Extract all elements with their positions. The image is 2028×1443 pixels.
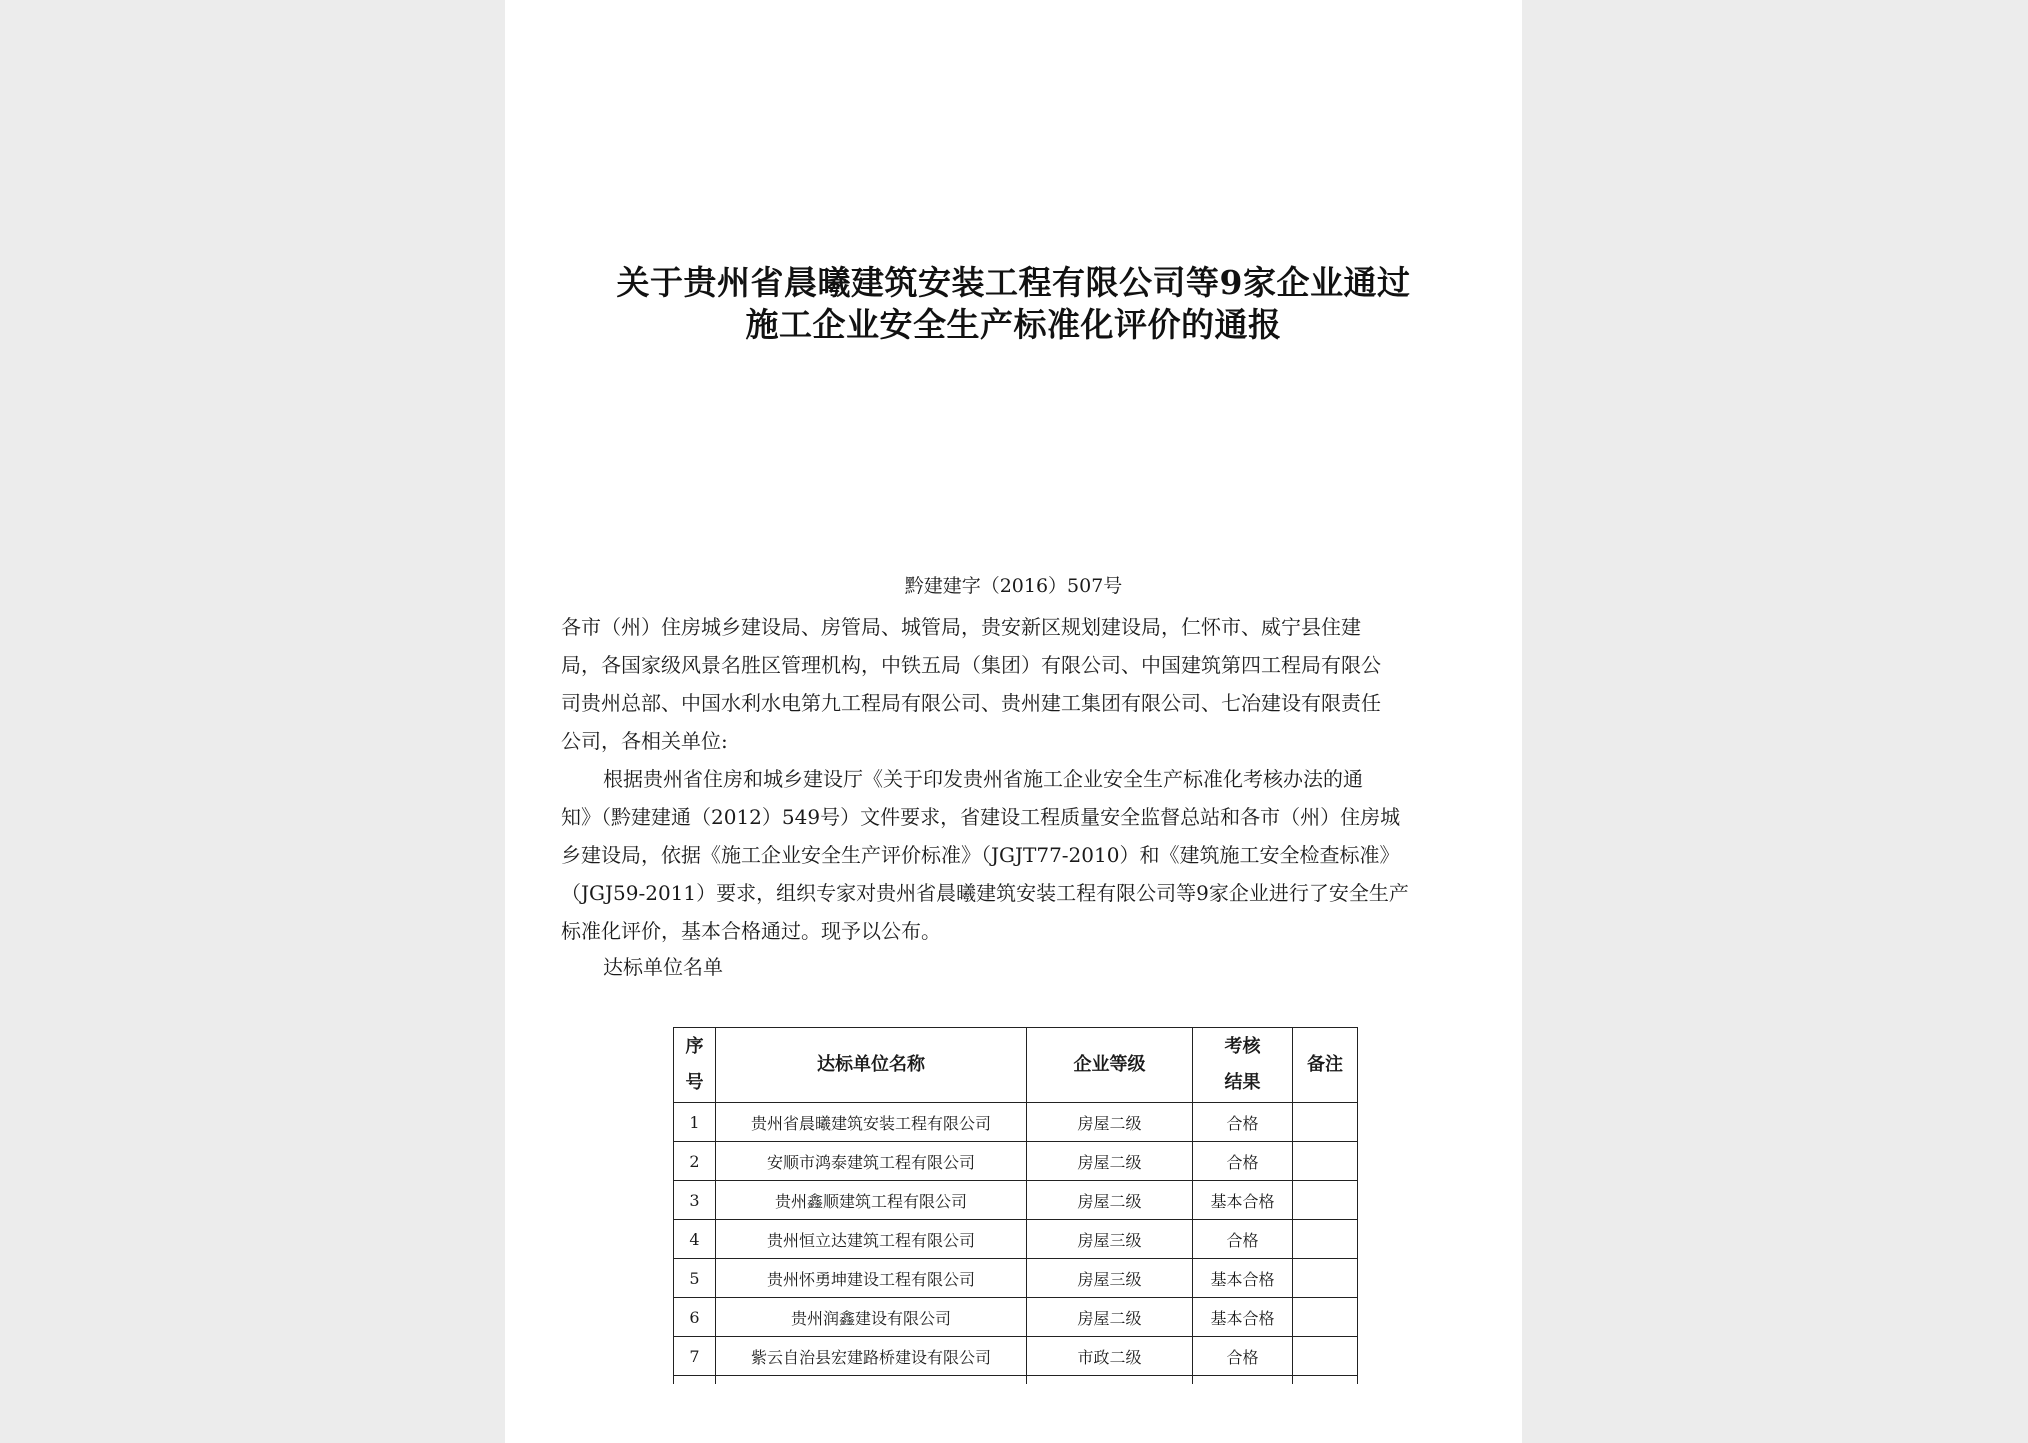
cell-seq: 2 bbox=[674, 1142, 716, 1181]
title-line-1: 关于贵州省晨曦建筑安装工程有限公司等9家企业通过 bbox=[616, 263, 1411, 302]
results-table bbox=[673, 1027, 1358, 1384]
cell-empty bbox=[674, 1376, 716, 1385]
cell-grade: 房屋三级 bbox=[1027, 1220, 1193, 1259]
cell-remark bbox=[1293, 1142, 1358, 1181]
cell-seq: 6 bbox=[674, 1298, 716, 1337]
cell-seq: 1 bbox=[674, 1103, 716, 1142]
cell-seq: 5 bbox=[674, 1259, 716, 1298]
cell-empty bbox=[716, 1376, 1027, 1385]
addressee-line: 各市（州）住房城乡建设局、房管局、城管局，贵安新区规划建设局，仁怀市、威宁县住建 bbox=[561, 615, 1361, 639]
cell-remark bbox=[1293, 1259, 1358, 1298]
header-result bbox=[1193, 1028, 1293, 1103]
list-heading bbox=[561, 948, 1471, 986]
header-seq-line-1: 序 bbox=[685, 1036, 704, 1057]
cell-grade: 房屋三级 bbox=[1027, 1259, 1193, 1298]
cell-remark bbox=[1293, 1181, 1358, 1220]
cell-grade: 房屋二级 bbox=[1027, 1142, 1193, 1181]
header-seq bbox=[674, 1028, 716, 1103]
paragraph-line: （JGJ59-2011）要求，组织专家对贵州省晨曦建筑安装工程有限公司等9家企业进行了安全生产 bbox=[561, 881, 1409, 905]
cell-empty bbox=[1027, 1376, 1193, 1385]
cell-result: 基本合格 bbox=[1193, 1298, 1293, 1337]
cell-result: 基本合格 bbox=[1193, 1259, 1293, 1298]
table-row bbox=[674, 1220, 1358, 1259]
addressee-line: 司贵州总部、中国水利水电第九工程局有限公司、贵州建工集团有限公司、七冶建设有限责任 bbox=[561, 691, 1381, 715]
table-row bbox=[674, 1298, 1358, 1337]
paragraph-line: 知》（黔建建通（2012）549号）文件要求，省建设工程质量安全监督总站和各市（州）住房城 bbox=[561, 805, 1401, 829]
qualified-units-table bbox=[673, 1027, 1357, 1384]
cell-name: 贵州省晨曦建筑安装工程有限公司 bbox=[716, 1103, 1027, 1142]
cell-remark bbox=[1293, 1298, 1358, 1337]
header-remark: 备注 bbox=[1293, 1028, 1358, 1103]
list-heading-text: 达标单位名单 bbox=[603, 955, 723, 979]
paragraph-line: 乡建设局，依据《施工企业安全生产评价标准》（JGJT77-2010）和《建筑施工安全检查标准》 bbox=[561, 843, 1400, 867]
table-row bbox=[674, 1103, 1358, 1142]
cell-name: 贵州鑫顺建筑工程有限公司 bbox=[716, 1181, 1027, 1220]
cell-empty bbox=[1293, 1376, 1358, 1385]
header-seq-line-2: 号 bbox=[685, 1072, 704, 1093]
header-result-line-1: 考核 bbox=[1224, 1036, 1261, 1057]
document-page bbox=[505, 0, 1522, 1443]
header-grade: 企业等级 bbox=[1027, 1028, 1193, 1103]
table-row bbox=[674, 1181, 1358, 1220]
table-header-row bbox=[674, 1028, 1358, 1103]
cell-remark bbox=[1293, 1337, 1358, 1376]
cell-seq: 7 bbox=[674, 1337, 716, 1376]
table-row bbox=[674, 1337, 1358, 1376]
addressee-line: 局，各国家级风景名胜区管理机构，中铁五局（集团）有限公司、中国建筑第四工程局有限公 bbox=[561, 653, 1381, 677]
cell-result: 合格 bbox=[1193, 1103, 1293, 1142]
addressee-block bbox=[561, 608, 1471, 760]
table-row bbox=[674, 1142, 1358, 1181]
cell-grade: 房屋二级 bbox=[1027, 1298, 1193, 1337]
table-row-cut-off bbox=[674, 1376, 1358, 1385]
cell-result: 合格 bbox=[1193, 1337, 1293, 1376]
document-title bbox=[505, 262, 1522, 346]
title-line-2: 施工企业安全生产标准化评价的通报 bbox=[745, 305, 1282, 344]
paragraph-line: 根据贵州省住房和城乡建设厅《关于印发贵州省施工企业安全生产标准化考核办法的通 bbox=[603, 767, 1363, 791]
cell-result: 合格 bbox=[1193, 1142, 1293, 1181]
header-result-line-2: 结果 bbox=[1224, 1072, 1261, 1093]
cell-grade: 市政二级 bbox=[1027, 1337, 1193, 1376]
cell-remark bbox=[1293, 1103, 1358, 1142]
cell-seq: 4 bbox=[674, 1220, 716, 1259]
document-number: 黔建建字（2016）507号 bbox=[904, 575, 1123, 597]
cell-name: 贵州怀勇坤建设工程有限公司 bbox=[716, 1259, 1027, 1298]
cell-name: 安顺市鸿泰建筑工程有限公司 bbox=[716, 1142, 1027, 1181]
cell-result: 基本合格 bbox=[1193, 1181, 1293, 1220]
cell-grade: 房屋二级 bbox=[1027, 1103, 1193, 1142]
cell-empty bbox=[1193, 1376, 1293, 1385]
cell-remark bbox=[1293, 1220, 1358, 1259]
cell-name: 贵州润鑫建设有限公司 bbox=[716, 1298, 1027, 1337]
cell-seq: 3 bbox=[674, 1181, 716, 1220]
cell-grade: 房屋二级 bbox=[1027, 1181, 1193, 1220]
paragraph-line: 标准化评价，基本合格通过。现予以公布。 bbox=[561, 919, 941, 943]
cell-name: 紫云自治县宏建路桥建设有限公司 bbox=[716, 1337, 1027, 1376]
cell-result: 合格 bbox=[1193, 1220, 1293, 1259]
body-paragraph bbox=[561, 760, 1471, 950]
table-row bbox=[674, 1259, 1358, 1298]
addressee-line: 公司，各相关单位: bbox=[561, 729, 728, 753]
header-name: 达标单位名称 bbox=[716, 1028, 1027, 1103]
cell-name: 贵州恒立达建筑工程有限公司 bbox=[716, 1220, 1027, 1259]
